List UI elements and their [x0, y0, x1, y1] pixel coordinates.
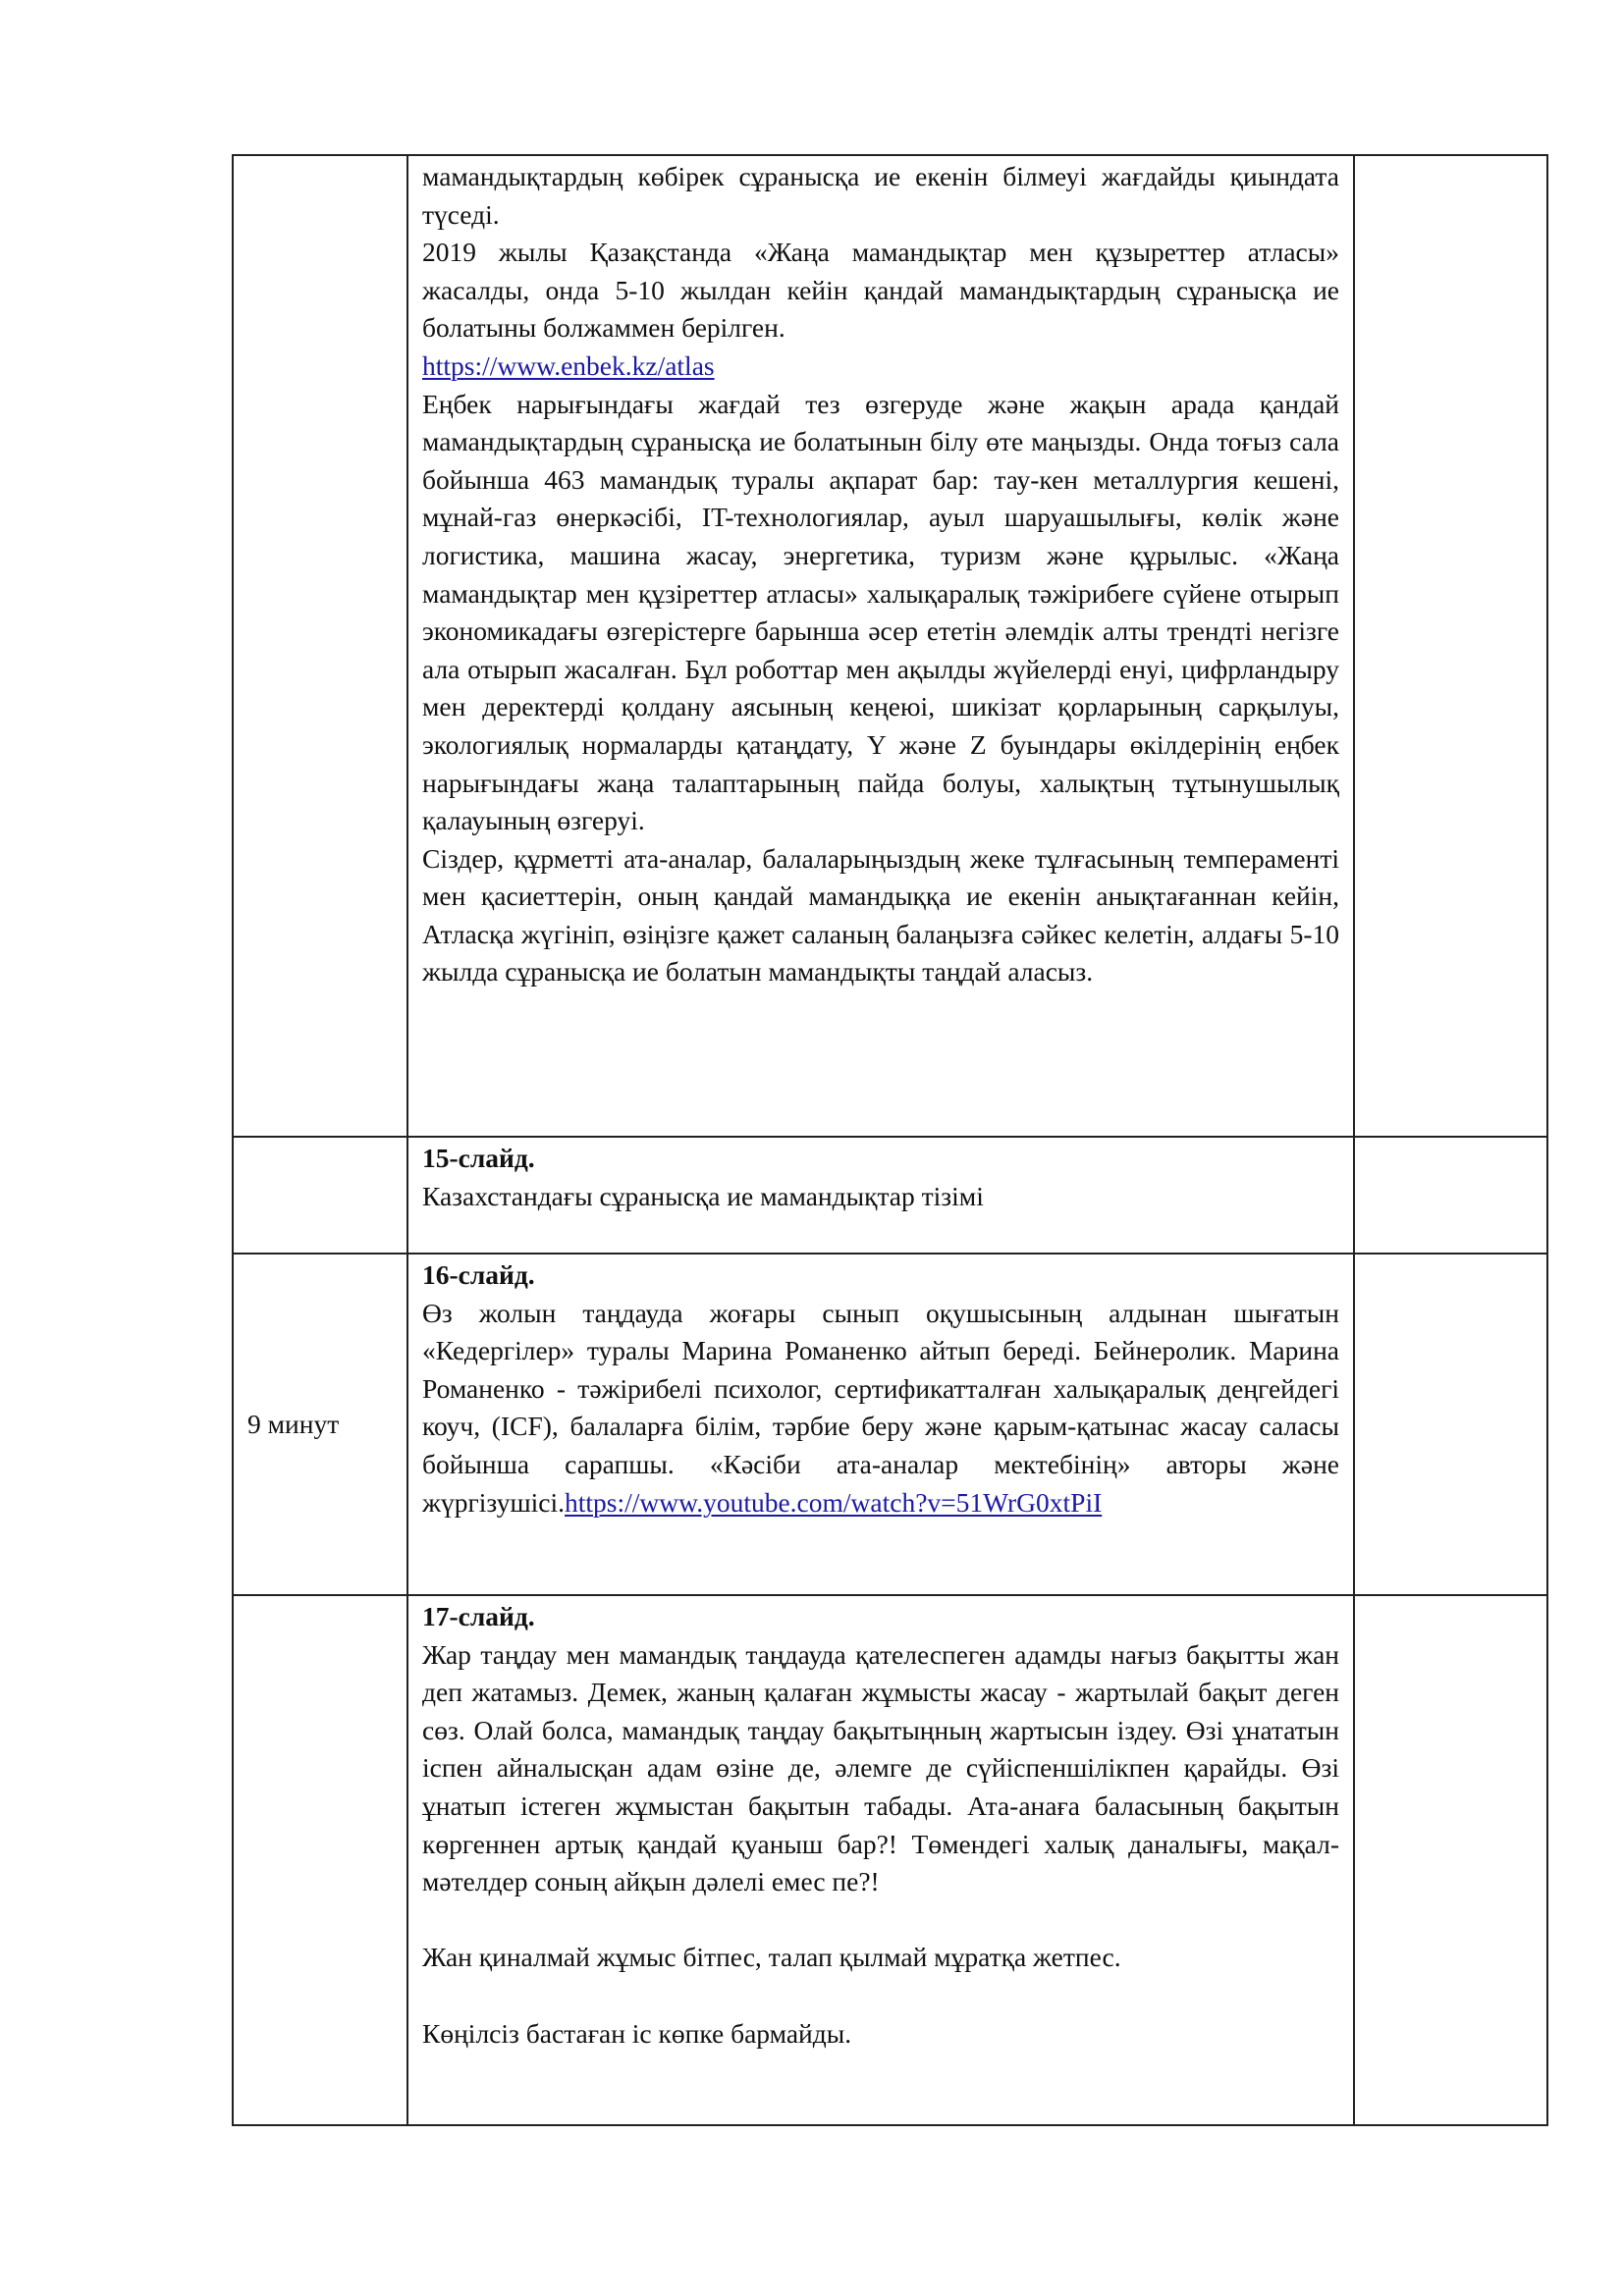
slide-title: 16-слайд.	[422, 1259, 535, 1290]
time-cell	[233, 1137, 407, 1254]
paragraph: Жар таңдау мен мамандық таңдауда қателеспеген адамды нағыз бақытты жан деп жатамыз. Демек, жаның қалаған жұмысты жасау - жартылай бақыт деген сөз. Олай болса, мамандық таңдау бақытыңның жартысын іздеу. Өзі ұнататын іспен айналысқан адам өзіне де, әлемге де сүйіспеншілікпен қарайды. Өзі ұнатып істеген жұмыстан бақытын табады. Ата-анаға баласының бақытын көргеннен артық қандай қуаныш бар?! Төмендегі халық даналығы, мақал-мәтелдер соның айқын дәлелі емес пе?!	[422, 1638, 1339, 1897]
table-row	[233, 1254, 1547, 1595]
slide-title: 15-слайд.	[422, 1143, 535, 1173]
youtube-link[interactable]: https://www.youtube.com/watch?v=51WrG0xtPiI	[565, 1486, 1103, 1518]
extra-cell	[1354, 1254, 1547, 1595]
content-cell	[407, 155, 1354, 1137]
paragraph-text: Өз жолын таңдауда жоғары сынып оқушысының алдынан шығатын «Кедергілер» туралы Марина Романенко айтып береді. Бейнеролик. Марина Романенко - тәжірибелі психолог, сертификатталған халықаралық деңгейдегі коуч, (ICF), балаларға білім, тәрбие беру және қарым-қатынас жасау саласы бойынша сарапшы. «Кәсіби ата-аналар мектебінің» авторы және жүргізушісі.	[422, 1297, 1339, 1518]
lesson-plan-table	[232, 154, 1548, 2126]
table-row	[233, 1595, 1547, 2125]
spacer	[422, 1901, 1339, 1940]
content-cell	[407, 1137, 1354, 1254]
paragraph: Сіздер, құрметті ата-аналар, балаларыңыздың жеке тұлғасының темпераменті мен қасиеттерін, оның қандай мамандыққа ие екенін анықтағаннан кейін, Атласқа жүгініп, өзіңізге қажет саланың балаңызға сәйкес келетін, алдағы 5-10 жылда сұранысқа ие болатын мамандықты таңдай аласыз.	[422, 842, 1339, 988]
proverb: Көңілсіз бастаған іс көпке бармайды.	[422, 2017, 852, 2049]
content-cell	[407, 1254, 1354, 1595]
slide-title: 17-слайд.	[422, 1601, 535, 1631]
table-row	[233, 155, 1547, 1137]
paragraph: 2019 жылы Қазақстанда «Жаңа мамандықтар мен құзыреттер атласы» жасалды, онда 5-10 жылдан кейін қандай мамандықтардың сұранысқа ие болатыны болжаммен берілген.	[422, 237, 1339, 344]
paragraph	[422, 1295, 1339, 1522]
extra-cell	[1354, 155, 1547, 1137]
time-cell: 9 минут	[233, 1254, 407, 1595]
paragraph: Казахстандағы сұранысқа ие мамандықтар тізімі	[422, 1180, 984, 1211]
paragraph: Еңбек нарығындағы жағдай тез өзгеруде және жақын арада қандай мамандықтардың сұранысқа ие болатынын білу өте маңызды. Онда тоғыз сала бойынша 463 мамандық туралы ақпарат бар: тау-кен металлургия кешені, мұнай-газ өнеркәсібі, IT-технологиялар, ауыл шаруашылығы, көлік және логистика, машина жасау, энергетика, туризм және құрылыс. «Жаңа мамандықтар мен құзіреттер атласы» халықаралық тәжірибеге сүйене отырып экономикадағы өзгерістерге барынша әсер ететін әлемдік алты трендті негізге ала отырып жасалған. Бұл роботтар мен ақылды жүйелерді енуі, цифрландыру мен деректерді қолдану аясының кеңеюі, шикізат қорларының сарқылуы, экологиялық нормаларды қатаңдату, Y және Z буындары өкілдерінің еңбек нарығындағы жаңа талаптарының пайда болуы, халықтың тұтынушылық қалауының өзгеруі.	[422, 388, 1339, 836]
content-cell	[407, 1595, 1354, 2125]
link-paragraph	[422, 347, 1339, 386]
extra-cell	[1354, 1595, 1547, 2125]
spacer	[422, 1977, 1339, 2015]
time-cell	[233, 1595, 407, 2125]
table-row	[233, 1137, 1547, 1254]
paragraph: мамандықтардың көбірек сұранысқа ие екенін білмеуі жағдайды қиындата түседі.	[422, 161, 1339, 230]
proverb: Жан қиналмай жұмыс бітпес, талап қылмай мұратқа жетпес.	[422, 1942, 1121, 1973]
time-cell	[233, 155, 407, 1137]
atlas-link[interactable]: https://www.enbek.kz/atlas	[422, 349, 715, 381]
extra-cell	[1354, 1137, 1547, 1254]
